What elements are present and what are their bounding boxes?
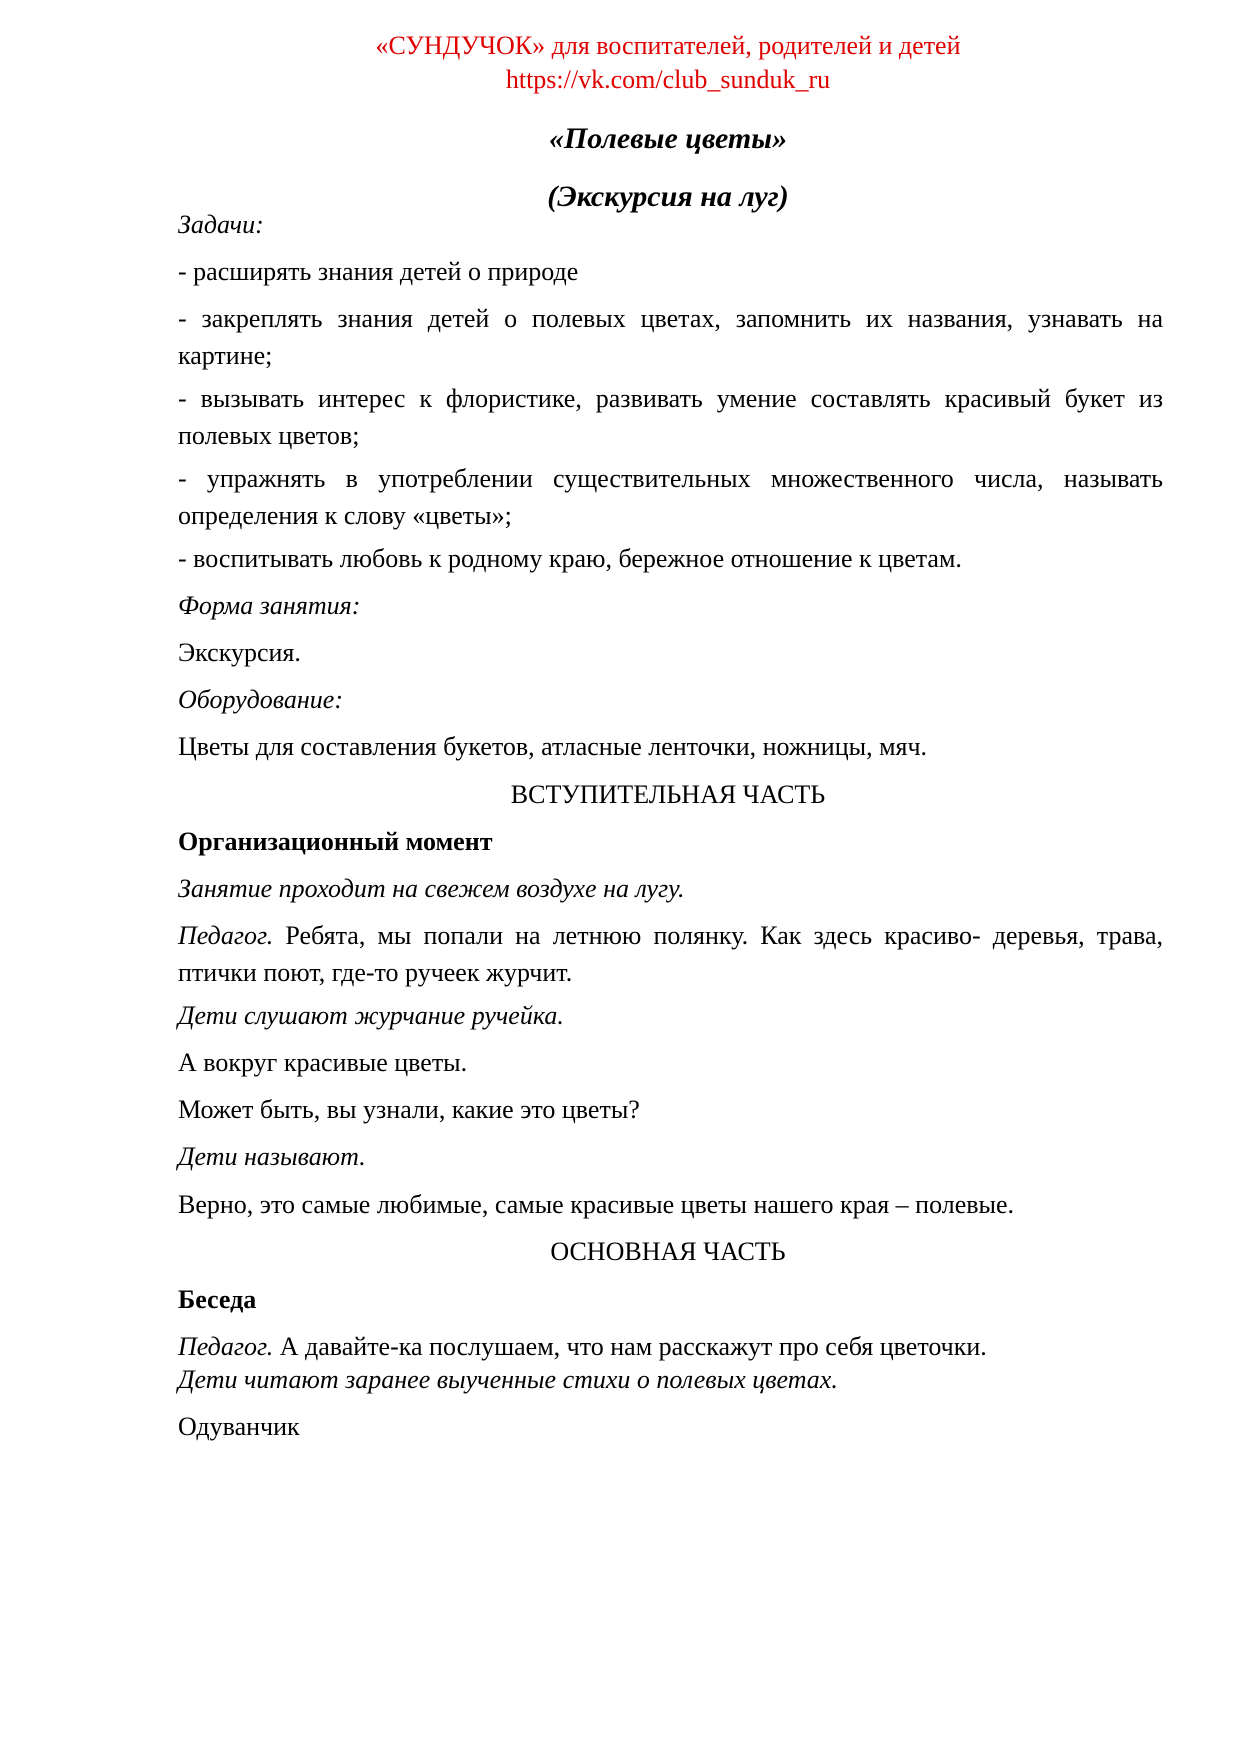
site-header-link[interactable]: https://vk.com/club_sunduk_ru — [505, 65, 831, 94]
site-header-title: «СУНДУЧОК» для воспитателей, родителей и детей — [375, 31, 961, 60]
intro-note: Дети называют. — [178, 1142, 366, 1171]
main-teacher-paragraph — [178, 1328, 1163, 1365]
task-item: - упражнять в употреблении существительных множественного числа, называть определения к слову «цветы»; — [178, 464, 1163, 530]
document-title: «Полевые цветы» — [548, 122, 788, 155]
tasks-label: Задачи: — [178, 210, 264, 239]
speaker-text: Ребята, мы попали на летнюю полянку. Как здесь красиво- деревья, трава, птички поют, где-то ручеек журчит. — [178, 921, 1163, 987]
intro-subheading: Организационный момент — [178, 827, 493, 856]
speaker-label: Педагог. — [178, 921, 274, 950]
equipment-label: Оборудование: — [178, 685, 343, 714]
intro-note: Дети слушают журчание ручейка. — [178, 1001, 564, 1030]
task-item: - воспитывать любовь к родному краю, бережное отношение к цветам. — [178, 544, 962, 573]
task-item: - закреплять знания детей о полевых цветах, запомнить их названия, узнавать на картине; — [178, 304, 1163, 370]
task-item: - вызывать интерес к флористике, развивать умение составлять красивый букет из полевых цветов; — [178, 384, 1163, 450]
speaker-label: Педагог. — [178, 1332, 274, 1361]
intro-note: Занятие проходит на свежем воздухе на лугу. — [178, 874, 685, 903]
poem-title: Одуванчик — [178, 1412, 300, 1441]
speaker-text: А давайте-ка послушаем, что нам расскажут про себя цветочки. — [273, 1332, 987, 1361]
task-item: - расширять знания детей о природе — [178, 257, 579, 286]
intro-teacher-paragraph — [178, 917, 1163, 991]
intro-line: Верно, это самые любимые, самые красивые цветы нашего края – полевые. — [178, 1190, 1015, 1219]
equipment-value: Цветы для составления букетов, атласные ленточки, ножницы, мяч. — [178, 732, 928, 761]
intro-line: А вокруг красивые цветы. — [178, 1048, 468, 1077]
intro-section-heading: ВСТУПИТЕЛЬНАЯ ЧАСТЬ — [510, 780, 826, 809]
main-section-heading: ОСНОВНАЯ ЧАСТЬ — [550, 1237, 786, 1266]
intro-line: Может быть, вы узнали, какие это цветы? — [178, 1095, 640, 1124]
form-label: Форма занятия: — [178, 591, 361, 620]
main-subheading: Беседа — [178, 1285, 257, 1314]
document-subtitle: (Экскурсия на луг) — [547, 180, 789, 213]
main-note: Дети читают заранее выученные стихи о полевых цветах. — [178, 1365, 838, 1394]
form-value: Экскурсия. — [178, 638, 301, 667]
